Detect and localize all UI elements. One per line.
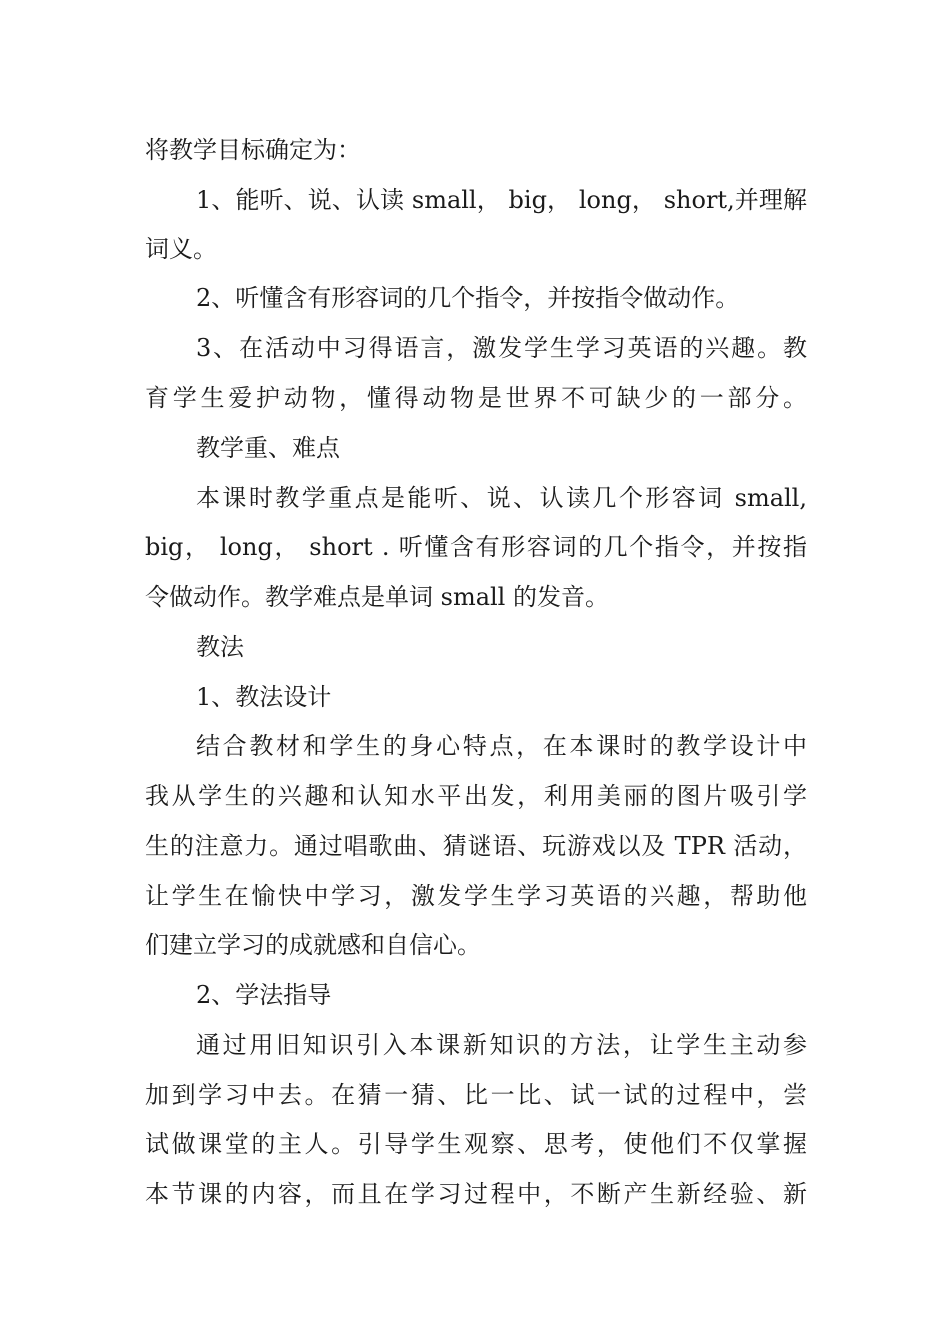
text-line-13: 结合教材和学生的身心特点，在本课时的教学设计中 — [196, 732, 807, 760]
text-line-19: 通过用旧知识引入本课新知识的方法，让学生主动参 — [196, 1031, 807, 1059]
text-line-5: 3、在活动中习得语言，激发学生学习英语的兴趣。教 — [196, 334, 807, 362]
text-line-10: 令做动作。教学难点是单词 small 的发音。 — [145, 583, 609, 611]
text-line-14: 我从学生的兴趣和认知水平出发，利用美丽的图片吸引学 — [145, 782, 807, 810]
text-line-21: 试做课堂的主人。引导学生观察、思考，使他们不仅掌握 — [145, 1130, 807, 1158]
text-line-1: 将教学目标确定为： — [145, 136, 361, 164]
text-line-2: 1、能听、说、认读 small， big， long， short,并理解 — [196, 186, 807, 214]
text-line-17: 们建立学习的成就感和自信心。 — [145, 931, 481, 959]
text-line-9: big， long， short . 听懂含有形容词的几个指令，并按指 — [145, 533, 807, 561]
section-heading-key-points: 教学重、难点 — [196, 434, 340, 462]
section-heading-teaching-method: 教法 — [196, 633, 244, 661]
text-line-22: 本节课的内容，而且在学习过程中，不断产生新经验、新 — [145, 1180, 807, 1208]
subheading-method-design: 1、教法设计 — [196, 683, 332, 711]
text-line-6: 育学生爱护动物，懂得动物是世界不可缺少的一部分。 — [145, 384, 807, 412]
text-line-3: 词义。 — [145, 235, 217, 263]
text-line-20: 加到学习中去。在猜一猜、比一比、试一试的过程中，尝 — [145, 1081, 807, 1109]
text-line-15: 生的注意力。通过唱歌曲、猜谜语、玩游戏以及 TPR 活动， — [145, 832, 807, 860]
text-line-8: 本课时教学重点是能听、说、认读几个形容词 small, — [196, 484, 807, 512]
text-line-16: 让学生在愉快中学习，激发学生学习英语的兴趣，帮助他 — [145, 882, 807, 910]
text-line-4: 2、听懂含有形容词的几个指令，并按指令做动作。 — [196, 284, 740, 312]
subheading-learning-guidance: 2、学法指导 — [196, 981, 332, 1009]
